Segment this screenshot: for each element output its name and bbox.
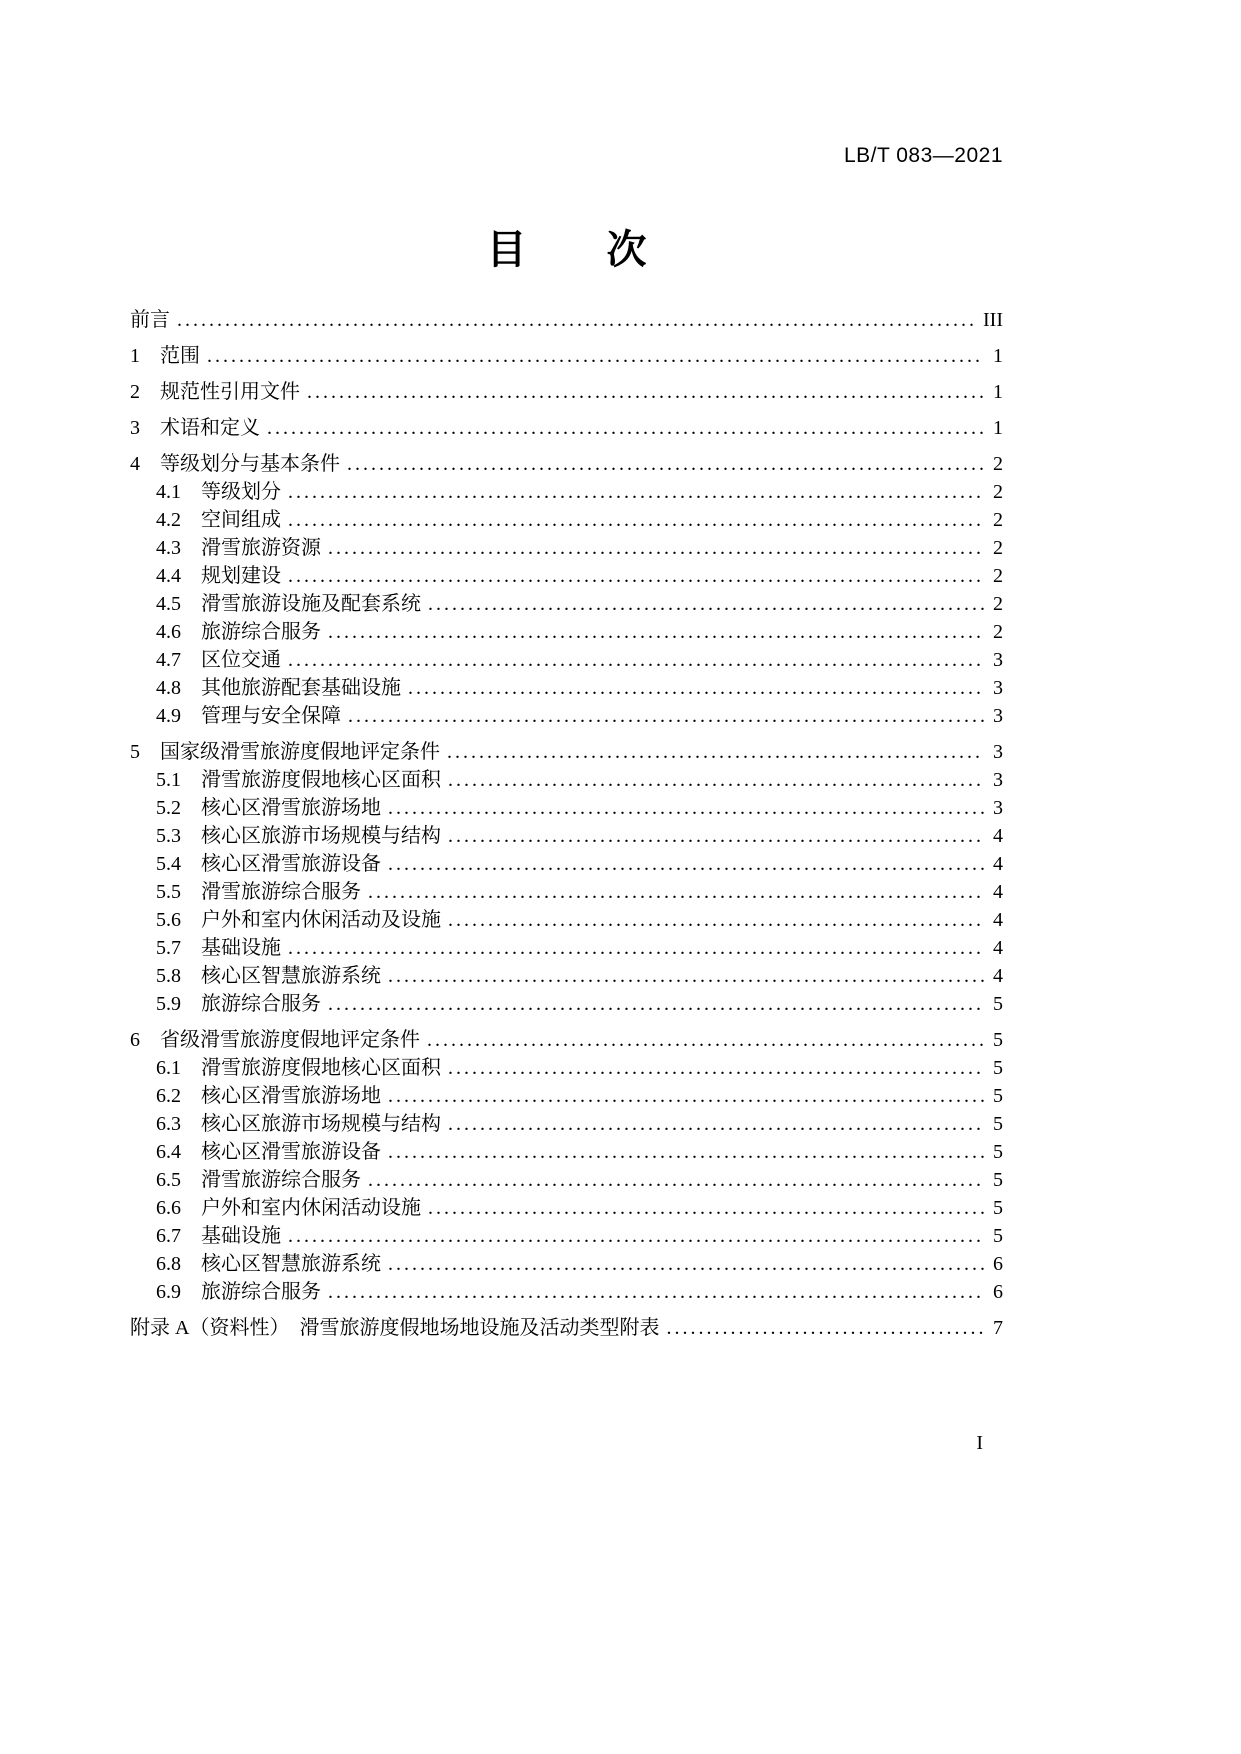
toc-entry-label: 5.4 核心区滑雪旅游设备 [156, 853, 381, 875]
toc-leader-dots [368, 878, 984, 906]
toc-leader-dots [288, 562, 984, 590]
toc-leader-dots [288, 506, 984, 534]
toc-entry-label: 1 范围 [130, 345, 200, 367]
toc-entry-page: 3 [993, 797, 1003, 819]
toc-entry-page: 2 [993, 593, 1003, 615]
toc-entry [130, 1222, 1003, 1250]
toc-entry-label: 5.6 户外和室内休闲活动及设施 [156, 909, 441, 931]
toc-entry [130, 562, 1003, 590]
toc-entry [130, 1026, 1003, 1054]
toc-entry-page: 4 [993, 965, 1003, 987]
toc-entry-label: 4.1 等级划分 [156, 481, 281, 503]
toc-entry [130, 1138, 1003, 1166]
toc-entry-page: 3 [993, 705, 1003, 727]
toc-entry-page: 2 [993, 537, 1003, 559]
toc-entry-label: 5.2 核心区滑雪旅游场地 [156, 797, 381, 819]
toc-entry [130, 822, 1003, 850]
toc-entry-label: 5.7 基础设施 [156, 937, 281, 959]
toc-entry [130, 1194, 1003, 1222]
toc-entry-page: 4 [993, 881, 1003, 903]
toc-entry [130, 1054, 1003, 1082]
toc-entry-label: 6.9 旅游综合服务 [156, 1281, 321, 1303]
toc-entry [130, 1250, 1003, 1278]
toc-entry [130, 1110, 1003, 1138]
toc-entry-page: 3 [993, 677, 1003, 699]
toc-entry [130, 850, 1003, 878]
toc-entry-page: 2 [993, 509, 1003, 531]
toc-leader-dots [388, 1082, 984, 1110]
toc-leader-dots [448, 1054, 984, 1082]
toc-entry-page: 5 [993, 1169, 1003, 1191]
toc-entry-page: 4 [993, 937, 1003, 959]
toc-entry-page: 4 [993, 853, 1003, 875]
toc-leader-dots [388, 794, 984, 822]
toc-entry [130, 618, 1003, 646]
toc-entry [130, 342, 1003, 370]
toc-list [130, 306, 1003, 1342]
toc-leader-dots [347, 450, 984, 478]
toc-leader-dots [328, 534, 984, 562]
toc-entry-label: 6.7 基础设施 [156, 1225, 281, 1247]
toc-leader-dots [448, 822, 984, 850]
toc-entry [130, 738, 1003, 766]
toc-entry-page: 7 [993, 1317, 1003, 1339]
toc-leader-dots [448, 1110, 984, 1138]
toc-entry-label: 5.5 滑雪旅游综合服务 [156, 881, 361, 903]
toc-entry-label: 4.8 其他旅游配套基础设施 [156, 677, 401, 699]
toc-entry [130, 878, 1003, 906]
toc-entry-page: 5 [993, 1057, 1003, 1079]
toc-entry-page: 6 [993, 1253, 1003, 1275]
toc-entry-label: 5.9 旅游综合服务 [156, 993, 321, 1015]
toc-entry-label: 6.1 滑雪旅游度假地核心区面积 [156, 1057, 441, 1079]
toc-entry-label: 前言 [130, 309, 170, 331]
toc-leader-dots [388, 1250, 984, 1278]
toc-entry-label: 4.6 旅游综合服务 [156, 621, 321, 643]
toc-leader-dots [267, 414, 984, 442]
toc-entry [130, 766, 1003, 794]
toc-entry [130, 1278, 1003, 1306]
toc-entry-label: 4.4 规划建设 [156, 565, 281, 587]
toc-entry-page: 3 [993, 741, 1003, 763]
toc-entry [130, 990, 1003, 1018]
toc-entry [130, 1082, 1003, 1110]
toc-leader-dots [408, 674, 984, 702]
toc-entry-label: 6.2 核心区滑雪旅游场地 [156, 1085, 381, 1107]
toc-entry [130, 378, 1003, 406]
toc-entry [130, 674, 1003, 702]
footer-page-number: I [976, 1432, 983, 1454]
toc-entry [130, 414, 1003, 442]
toc-entry-page: 5 [993, 1029, 1003, 1051]
toc-leader-dots [207, 342, 984, 370]
toc-entry [130, 450, 1003, 478]
toc-leader-dots [388, 1138, 984, 1166]
toc-leader-dots [307, 378, 984, 406]
toc-entry-page: 2 [993, 565, 1003, 587]
toc-leader-dots [288, 478, 984, 506]
toc-entry-label: 4 等级划分与基本条件 [130, 453, 340, 475]
toc-entry [130, 534, 1003, 562]
toc-leader-dots [388, 850, 984, 878]
toc-leader-dots [348, 702, 984, 730]
toc-entry [130, 590, 1003, 618]
toc-entry-page: III [983, 309, 1003, 331]
toc-leader-dots [368, 1166, 984, 1194]
toc-entry-page: 4 [993, 825, 1003, 847]
toc-entry-page: 2 [993, 621, 1003, 643]
toc-leader-dots [666, 1314, 984, 1342]
toc-entry [130, 794, 1003, 822]
toc-entry-label: 6.5 滑雪旅游综合服务 [156, 1169, 361, 1191]
toc-entry-page: 5 [993, 1225, 1003, 1247]
toc-entry-label: 3 术语和定义 [130, 417, 260, 439]
toc-leader-dots [388, 962, 984, 990]
toc-entry [130, 506, 1003, 534]
toc-leader-dots [288, 646, 984, 674]
toc-entry-page: 6 [993, 1281, 1003, 1303]
toc-entry-label: 4.3 滑雪旅游资源 [156, 537, 321, 559]
toc-entry-page: 3 [993, 649, 1003, 671]
toc-entry-page: 2 [993, 453, 1003, 475]
toc-leader-dots [177, 306, 974, 334]
toc-entry [130, 962, 1003, 990]
toc-entry-page: 5 [993, 1113, 1003, 1135]
toc-entry-label: 4.2 空间组成 [156, 509, 281, 531]
toc-entry-label: 4.9 管理与安全保障 [156, 705, 341, 727]
toc-leader-dots [288, 934, 984, 962]
toc-entry [130, 646, 1003, 674]
toc-entry-label: 4.7 区位交通 [156, 649, 281, 671]
toc-entry-page: 5 [993, 1085, 1003, 1107]
toc-entry-page: 5 [993, 1197, 1003, 1219]
toc-entry [130, 478, 1003, 506]
toc-entry [130, 906, 1003, 934]
toc-entry-label: 2 规范性引用文件 [130, 381, 300, 403]
toc-entry-page: 5 [993, 993, 1003, 1015]
toc-entry-label: 6.3 核心区旅游市场规模与结构 [156, 1113, 441, 1135]
toc-entry-label: 5.3 核心区旅游市场规模与结构 [156, 825, 441, 847]
toc-entry [130, 306, 1003, 334]
toc-entry-label: 6.8 核心区智慧旅游系统 [156, 1253, 381, 1275]
toc-leader-dots [328, 990, 984, 1018]
toc-entry-label: 4.5 滑雪旅游设施及配套系统 [156, 593, 421, 615]
toc-leader-dots [448, 906, 984, 934]
toc-entry [130, 1166, 1003, 1194]
toc-entry [130, 702, 1003, 730]
page-title: 目 次 [486, 228, 647, 272]
toc-entry-page: 1 [993, 345, 1003, 367]
toc-entry-label: 5.8 核心区智慧旅游系统 [156, 965, 381, 987]
toc-entry-label: 6.4 核心区滑雪旅游设备 [156, 1141, 381, 1163]
toc-leader-dots [328, 1278, 984, 1306]
toc-entry-label: 附录 A（资料性） 滑雪旅游度假地场地设施及活动类型附表 [130, 1317, 660, 1339]
toc-entry-label: 6 省级滑雪旅游度假地评定条件 [130, 1029, 420, 1051]
toc-leader-dots [428, 590, 984, 618]
toc-leader-dots [288, 1222, 984, 1250]
toc-leader-dots [328, 618, 984, 646]
toc-entry-page: 1 [993, 381, 1003, 403]
toc-entry-page: 4 [993, 909, 1003, 931]
toc-leader-dots [447, 738, 984, 766]
toc-leader-dots [448, 766, 984, 794]
toc-entry-page: 3 [993, 769, 1003, 791]
toc-entry-page: 5 [993, 1141, 1003, 1163]
toc-entry-label: 6.6 户外和室内休闲活动设施 [156, 1197, 421, 1219]
toc-entry-page: 1 [993, 417, 1003, 439]
standard-code: LB/T 083—2021 [843, 144, 1003, 167]
toc-entry [130, 934, 1003, 962]
toc-entry [130, 1314, 1003, 1342]
toc-entry-label: 5 国家级滑雪旅游度假地评定条件 [130, 741, 440, 763]
toc-leader-dots [427, 1026, 984, 1054]
toc-entry-page: 2 [993, 481, 1003, 503]
toc-leader-dots [428, 1194, 984, 1222]
toc-entry-label: 5.1 滑雪旅游度假地核心区面积 [156, 769, 441, 791]
